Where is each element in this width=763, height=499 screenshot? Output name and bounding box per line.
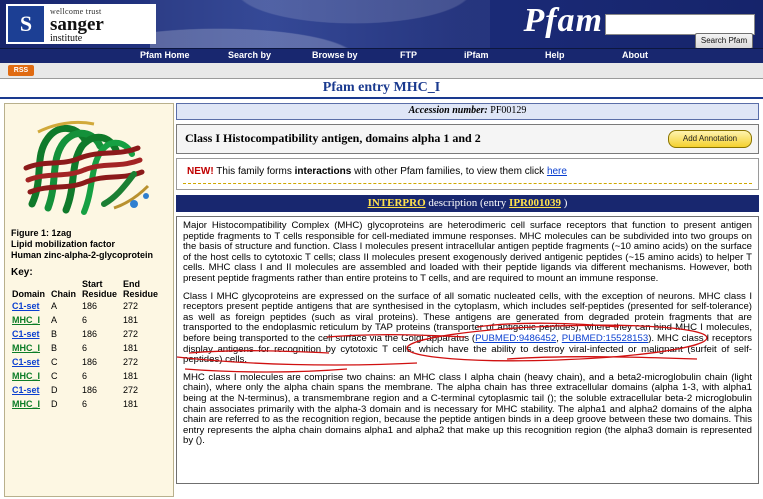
key-start-cell: 6 — [82, 399, 88, 409]
content-area — [0, 99, 763, 499]
key-chain-cell: C — [51, 371, 58, 381]
key-domain-cell[interactable] — [9, 369, 48, 383]
description-paragraph-2 — [183, 292, 752, 366]
nav-item-about[interactable]: About — [622, 50, 648, 60]
column-header-end-line2: Residue — [123, 289, 159, 299]
key-start-cell: 186 — [82, 385, 98, 395]
entry-description: Class I Histocompatibility antigen, domains alpha 1 and 2 — [185, 131, 481, 145]
nav-item-browse-by[interactable]: Browse by — [312, 50, 358, 60]
page-title: Pfam entry MHC_I — [0, 79, 763, 99]
domain-link[interactable]: C1-set — [12, 385, 40, 395]
banner-decoration — [150, 0, 490, 48]
key-chain-cell: A — [51, 301, 58, 311]
key-chain-cell: D — [51, 385, 58, 395]
new-badge: NEW! — [187, 166, 214, 177]
entry-description-box — [176, 124, 759, 154]
table-row — [9, 383, 161, 397]
domain-link[interactable]: MHC_I — [12, 315, 41, 325]
key-domain-cell[interactable] — [9, 383, 48, 397]
key-title: Key: — [11, 267, 33, 278]
key-domain-cell[interactable] — [9, 327, 48, 341]
site-banner — [0, 0, 763, 48]
sanger-logo-line2: sanger — [50, 14, 104, 35]
figure-caption-line1: Figure 1: 1zag — [11, 228, 72, 238]
sanger-logo-mark: S — [8, 6, 44, 42]
description-paragraph-1: Major Histocompatibility Complex (MHC) glycoproteins are heterodimeric cell surface receptors that function to present antigen peptide fragments to T cells responsible for cell-mediated immune responses. MHC molecules can be subdivided into two groups on the basis of structure and function. Class I molecules present intracellular antigen peptide fragments (~10 amino acids) on the surface of the host cells to cytotoxic T cells; class II molecules present exogenously derived antigenic peptides (~15 amino acids) to helper T cells. MHC class I and II molecules are assembled and loaded with their peptide ligands via different mechanisms. However, both present peptide fragments rather than entire proteins to T cells, and are required to mount an immune response. — [183, 220, 752, 284]
nav-item-search-by[interactable]: Search by — [228, 50, 272, 60]
paragraph-2-part-c: ). MHC class I receptors display antigens for recognition by cytotoxic T cells, which have the ability to destroy viral-infected or malignant (surfeit of self-peptides) cells. — [183, 332, 752, 366]
pfam-wordmark: Pfam — [523, 2, 603, 39]
notice-bold-text: interactions — [294, 166, 352, 177]
table-row — [9, 397, 161, 411]
description-paragraph-3: MHC class I molecules are comprise two chains: an MHC class I alpha chain (heavy chain), and a beta2-microglobulin chain (light chain), where only the alpha chain spans the membrane. The alpha chain has three extracellular domains (alpha 1-3, with alpha1 being at the N-terminus), a transmembrane region and a C-terminal cytoplasmic tail (); the soluble extracellular beta-2 microglobulin chain associates primarily with the alpha-3 domain and is necessary for MHC stability. The alpha1 and alpha2 domains of the alpha chain are referred to as the recognition region, because the peptide antigen binds in a deep groove between these two domains. This entry represents the alpha chain domains alpha1 and alpha2 that make up this recognition region (the alpha3 domain is represented by (). — [183, 371, 752, 447]
domain-link[interactable]: MHC_I — [12, 343, 41, 353]
domain-link[interactable]: MHC_I — [12, 399, 41, 409]
table-row — [9, 369, 161, 383]
table-row — [9, 299, 161, 313]
domain-key-table — [9, 279, 161, 411]
rss-button[interactable]: RSS — [8, 65, 34, 76]
protein-ribbon-illustration — [14, 108, 164, 226]
key-end-cell: 272 — [123, 385, 139, 395]
accession-label: Accession number: — [408, 105, 488, 116]
figure-caption-line2: Lipid mobilization factor — [11, 239, 115, 249]
column-header-end-line1: End — [123, 279, 141, 289]
pubmed-link-2[interactable]: PUBMED:15528153 — [561, 332, 649, 344]
nav-item-ipfam[interactable]: iPfam — [464, 50, 489, 60]
key-start-cell: 186 — [82, 301, 98, 311]
main-navigation — [0, 48, 763, 63]
key-end-cell: 181 — [123, 343, 139, 353]
pubmed-link-1[interactable]: PUBMED:9486452 — [475, 332, 557, 344]
sanger-logo-text — [50, 7, 104, 44]
interpro-middle-text: description (entry — [428, 197, 507, 209]
rss-bar — [0, 63, 763, 79]
interactions-notice-text — [187, 166, 567, 177]
table-row — [9, 313, 161, 327]
table-row — [9, 355, 161, 369]
key-start-cell: 6 — [82, 371, 88, 381]
key-end-cell: 181 — [123, 315, 139, 325]
key-domain-cell[interactable] — [9, 355, 48, 369]
key-chain-cell: D — [51, 399, 58, 409]
nav-item-ftp[interactable]: FTP — [400, 50, 417, 60]
key-start-cell: 186 — [82, 357, 98, 367]
column-header-end — [120, 279, 161, 299]
nav-item-pfam-home[interactable]: Pfam Home — [140, 50, 190, 60]
table-header-row — [9, 279, 161, 299]
structure-panel — [4, 103, 174, 497]
key-domain-cell[interactable] — [9, 299, 48, 313]
column-header-chain: Chain — [51, 289, 77, 299]
paragraph-2-part-a: Class I MHC glycoproteins are expressed on the surface of all somatic nucleated cells, with the exception of neurons. MHC class I receptors present peptide antigens that are synthesised in the cytoplasm, which includes self-peptides (presented for self-tolerance) as well as foreign peptides (such as viral proteins). These antigens are generated from degraded protein fragments that are transported to the endoplasmic reticulum by TAP proteins (transporter of antigenic peptides), where they can bind MHC I molecules, before being transported to the cell surface via the Golgi apparatus ( — [183, 290, 752, 344]
nav-item-help[interactable]: Help — [545, 50, 565, 60]
interpro-link[interactable]: INTERPRO — [367, 197, 426, 209]
key-domain-cell[interactable] — [9, 313, 48, 327]
key-start-cell: 6 — [82, 343, 88, 353]
interactions-notice — [176, 158, 759, 190]
key-end-cell: 181 — [123, 399, 139, 409]
key-chain-cell: B — [51, 343, 58, 353]
figure-caption-line3: Human zinc-alpha-2-glycoprotein — [11, 250, 154, 260]
key-chain-cell: C — [51, 357, 58, 367]
table-row — [9, 327, 161, 341]
table-row — [9, 341, 161, 355]
column-header-start — [79, 279, 120, 299]
structure-image — [14, 108, 164, 226]
entry-details-panel — [176, 103, 759, 495]
interpro-suffix: ) — [563, 197, 568, 209]
domain-link[interactable]: C1-set — [12, 329, 40, 339]
domain-link[interactable]: C1-set — [12, 301, 40, 311]
key-start-cell: 186 — [82, 329, 98, 339]
interpro-entry-link[interactable]: IPR001039 — [509, 197, 561, 209]
search-button[interactable]: Search Pfam — [695, 33, 753, 48]
key-domain-cell[interactable] — [9, 341, 48, 355]
column-header-domain: Domain — [12, 289, 46, 299]
key-chain-cell: A — [51, 315, 58, 325]
key-end-cell: 272 — [123, 357, 139, 367]
notice-text-before: This family forms — [216, 166, 292, 177]
figure-caption — [11, 228, 173, 261]
add-annotation-button[interactable]: Add Annotation — [668, 130, 752, 148]
search-input[interactable] — [605, 14, 755, 35]
key-end-cell: 272 — [123, 301, 139, 311]
accession-bar — [176, 103, 759, 120]
key-domain-cell[interactable] — [9, 397, 48, 411]
key-chain-cell: B — [51, 329, 58, 339]
domain-link[interactable]: C1-set — [12, 357, 40, 367]
sanger-logo-line3: institute — [50, 33, 83, 44]
column-header-start-line1: Start — [82, 279, 103, 289]
notice-text-after: with other Pfam families, to view them click — [354, 166, 545, 177]
divider — [183, 183, 752, 184]
key-end-cell: 181 — [123, 371, 139, 381]
paragraph-2-separator: , — [556, 332, 559, 344]
interpro-header — [176, 195, 759, 212]
domain-link[interactable]: MHC_I — [12, 371, 41, 381]
key-start-cell: 6 — [82, 315, 88, 325]
sanger-logo-line1: wellcome trust — [50, 7, 102, 16]
column-header-start-line2: Residue — [82, 289, 118, 299]
interactions-link[interactable]: here — [546, 166, 567, 177]
accession-value: PF00129 — [490, 105, 527, 116]
key-end-cell: 272 — [123, 329, 139, 339]
description-text-box — [176, 216, 759, 484]
